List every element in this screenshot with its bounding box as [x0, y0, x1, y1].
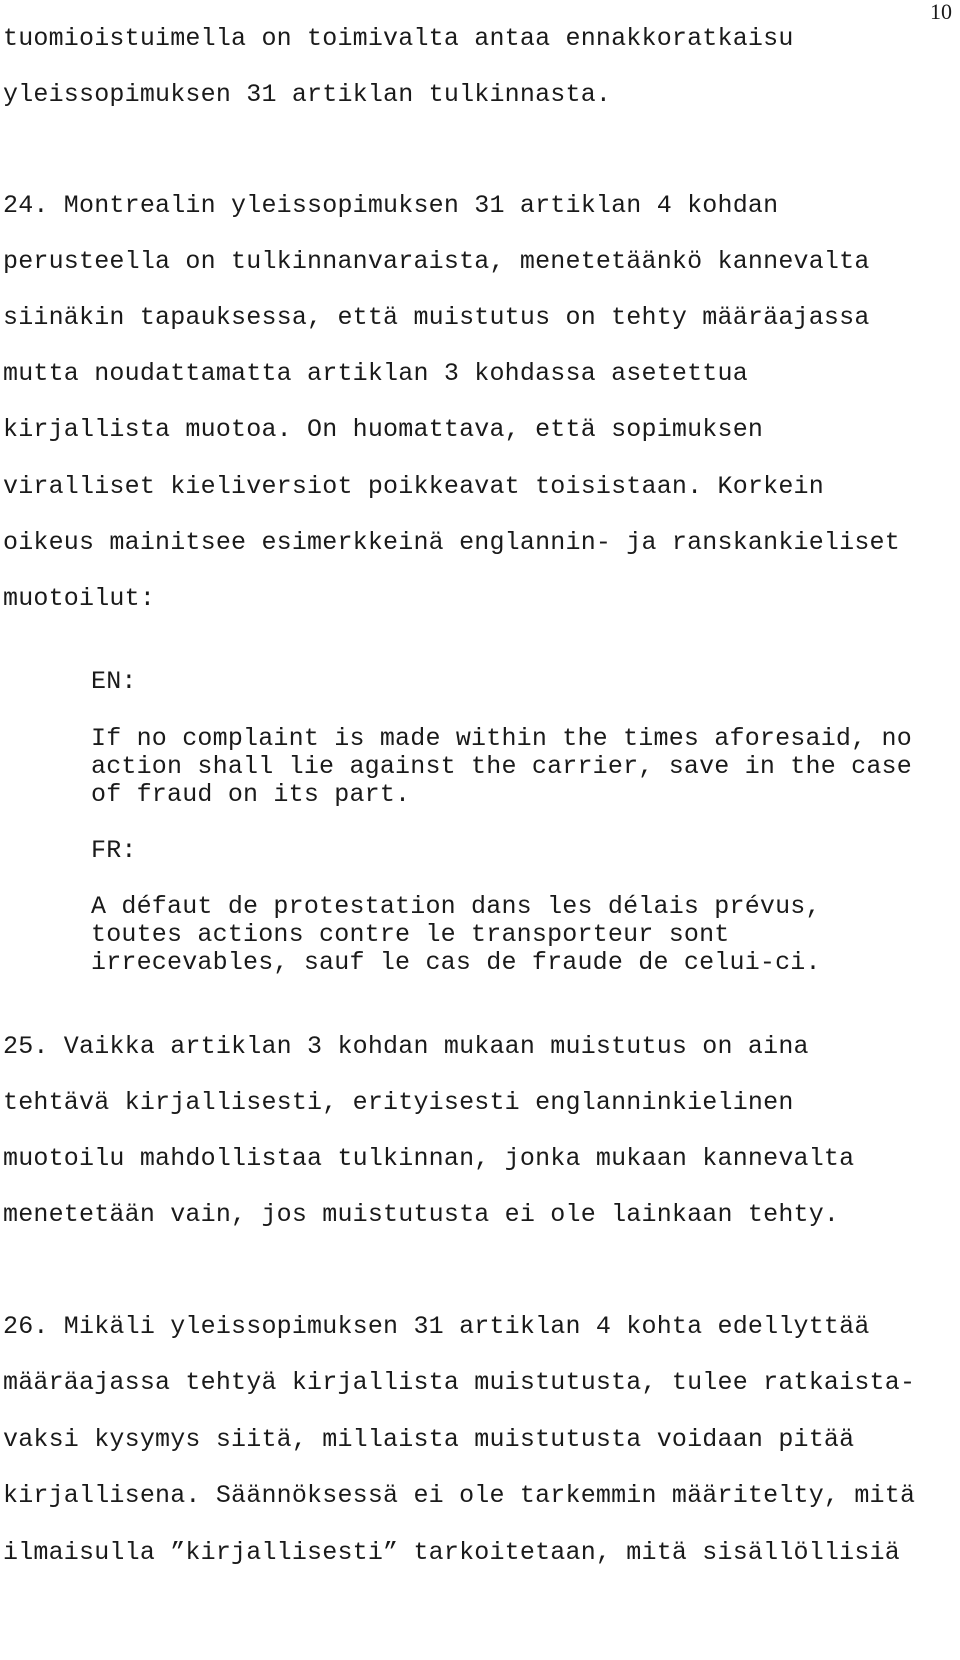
text-line: 24. Montrealin yleissopimuksen 31 artiklan 4 kohdan — [3, 191, 779, 220]
text-line: kirjallisena. Säännöksessä ei ole tarkemmin määritelty, mitä — [3, 1481, 916, 1510]
text-line: määräajassa tehtyä kirjallista muistutusta, tulee ratkaista- — [3, 1368, 916, 1397]
text-line: mutta noudattamatta artiklan 3 kohdassa asetettua — [3, 359, 748, 388]
quote-line: action shall lie against the carrier, save in the case — [91, 752, 912, 781]
text-line: 26. Mikäli yleissopimuksen 31 artiklan 4 kohta edellyttää — [3, 1312, 870, 1341]
quote-language-label: EN: — [91, 667, 137, 696]
text-line: yleissopimuksen 31 artiklan tulkinnasta. — [3, 80, 612, 109]
text-line: menetetään vain, jos muistutusta ei ole lainkaan tehty. — [3, 1200, 840, 1229]
quote-line: toutes actions contre le transporteur sont — [91, 920, 730, 949]
text-line: muotoilu mahdollistaa tulkinnan, jonka mukaan kannevalta — [3, 1144, 855, 1173]
quote-line: irrecevables, sauf le cas de fraude de celui-ci. — [91, 948, 821, 977]
page-number: 10 — [930, 0, 952, 24]
quote-language-label: FR: — [91, 836, 137, 865]
text-line: vaksi kysymys siitä, millaista muistutusta voidaan pitää — [3, 1425, 855, 1454]
text-line: viralliset kieliversiot poikkeavat toisistaan. Korkein — [3, 472, 824, 501]
text-line: siinäkin tapauksessa, että muistutus on tehty määräajassa — [3, 303, 870, 332]
text-line: ilmaisulla ”kirjallisesti” tarkoitetaan, mitä sisällöllisiä — [3, 1538, 900, 1567]
text-line: tehtävä kirjallisesti, erityisesti englanninkielinen — [3, 1088, 794, 1117]
quote-line: A défaut de protestation dans les délais prévus, — [91, 892, 821, 921]
text-line: perusteella on tulkinnanvaraista, menetetäänkö kannevalta — [3, 247, 870, 276]
text-line: kirjallista muotoa. On huomattava, että sopimuksen — [3, 415, 764, 444]
text-line: 25. Vaikka artiklan 3 kohdan mukaan muistutus on aina — [3, 1032, 809, 1061]
quote-line: of fraud on its part. — [91, 780, 411, 809]
text-line: muotoilut: — [3, 584, 156, 613]
text-line: oikeus mainitsee esimerkkeinä englannin- ja ranskankieliset — [3, 528, 900, 557]
quote-line: If no complaint is made within the times aforesaid, no — [91, 724, 912, 753]
text-line: tuomioistuimella on toimivalta antaa ennakkoratkaisu — [3, 24, 794, 53]
